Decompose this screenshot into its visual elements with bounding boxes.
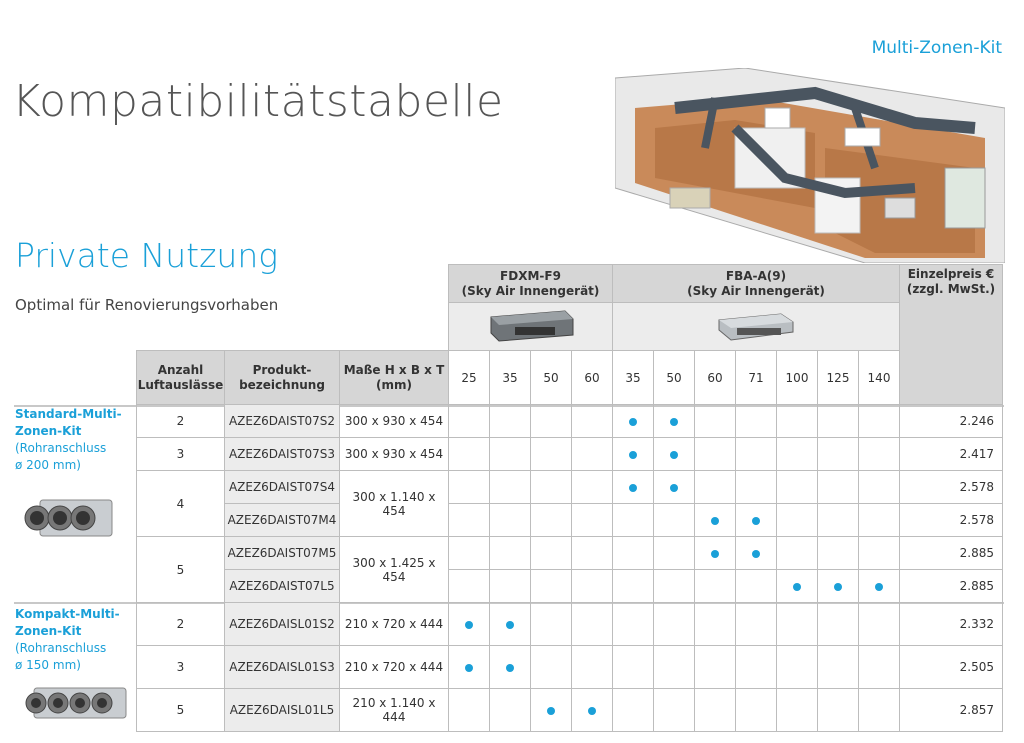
dimensions: 300 x 930 x 454 [340, 438, 449, 471]
col-header-masse-line2: (mm) [376, 377, 412, 392]
section-tag: Multi-Zonen-Kit [871, 38, 1002, 58]
page-title: Kompatibilitätstabelle [12, 76, 504, 127]
col-header-anzahl-line2: Luftauslässe [137, 377, 224, 392]
compatibility-cell [490, 438, 531, 471]
compatibility-cell [490, 405, 531, 438]
section-description: Optimal für Renovierungsvorhaben [15, 296, 279, 314]
compatibility-cell [695, 689, 736, 732]
compatibility-cell [736, 570, 777, 603]
price: 2.578 [900, 504, 1003, 537]
outlet-count: 5 [137, 689, 225, 732]
product-code: AZEZ6DAISL01L5 [225, 689, 340, 732]
size-header: 71 [736, 351, 777, 405]
compatibility-cell [613, 438, 654, 471]
standard-kit-image [22, 494, 117, 542]
compatibility-cell [777, 471, 818, 504]
fba-unit-image [715, 308, 797, 342]
compatible-dot [834, 583, 842, 591]
compatibility-cell [777, 405, 818, 438]
group-sub-line1: (Rohranschluss [15, 441, 107, 455]
compatibility-cell [859, 471, 900, 504]
house-illustration [615, 68, 1005, 263]
compatible-dot [711, 517, 719, 525]
compatibility-cell [613, 689, 654, 732]
product-code: AZEZ6DAIST07S2 [225, 405, 340, 438]
compatibility-cell [777, 504, 818, 537]
table-row [137, 689, 1003, 732]
compatibility-cell [531, 689, 572, 732]
header-fba-name: FBA-A(9) [725, 268, 787, 283]
compatibility-cell [818, 689, 859, 732]
compatibility-cell [613, 405, 654, 438]
compatible-dot [465, 621, 473, 629]
compatible-dot [670, 418, 678, 426]
compatibility-cell [736, 405, 777, 438]
compatible-dot [465, 664, 473, 672]
product-code: AZEZ6DAIST07M4 [225, 504, 340, 537]
size-header: 50 [654, 351, 695, 405]
compatibility-cell [572, 405, 613, 438]
outlet-count: 5 [137, 537, 225, 603]
compatibility-cell [777, 537, 818, 570]
compatible-dot [711, 550, 719, 558]
compatibility-cell [818, 603, 859, 646]
compatibility-cell [818, 405, 859, 438]
compatibility-cell [449, 570, 490, 603]
table-row [137, 603, 1003, 646]
compatibility-cell [449, 438, 490, 471]
size-header: 50 [531, 351, 572, 405]
compatible-dot [588, 707, 596, 715]
compatible-dot [670, 451, 678, 459]
compatibility-cell [736, 689, 777, 732]
compatible-dot [629, 484, 637, 492]
compatibility-cell [695, 570, 736, 603]
dimensions: 300 x 1.140 x 454 [340, 471, 449, 537]
size-header: 60 [695, 351, 736, 405]
group-title-line1: Standard-Multi- [15, 407, 122, 421]
compatibility-cell [695, 504, 736, 537]
col-header-produkt-line1: Produkt- [252, 362, 312, 377]
size-header: 140 [859, 351, 900, 405]
fdxm-unit-image [485, 307, 577, 343]
header-fdxm-name: FDXM-F9 [500, 268, 561, 283]
compatibility-cell [736, 537, 777, 570]
compatibility-cell [490, 646, 531, 689]
compatibility-cell [859, 405, 900, 438]
compatibility-cell [531, 438, 572, 471]
dimensions: 210 x 1.140 x 444 [340, 689, 449, 732]
compatibility-cell [777, 438, 818, 471]
compatibility-cell [818, 570, 859, 603]
compatibility-cell [654, 570, 695, 603]
product-code: AZEZ6DAIST07M5 [225, 537, 340, 570]
compatibility-cell [654, 689, 695, 732]
compatibility-cell [572, 603, 613, 646]
compatible-dot [752, 517, 760, 525]
compatibility-cell [818, 504, 859, 537]
group-sub-line2: ø 200 mm) [15, 458, 81, 472]
compatibility-cell [695, 405, 736, 438]
outlet-count: 3 [137, 438, 225, 471]
header-price [900, 265, 1003, 405]
compatibility-cell [613, 537, 654, 570]
compatible-dot [670, 484, 678, 492]
compatibility-cell [449, 689, 490, 732]
compatibility-cell [818, 537, 859, 570]
dimensions: 300 x 930 x 454 [340, 405, 449, 438]
dimensions: 300 x 1.425 x 454 [340, 537, 449, 603]
price: 2.417 [900, 438, 1003, 471]
table-row [137, 504, 1003, 537]
header-price-line2: (zzgl. MwSt.) [906, 282, 996, 296]
compatibility-cell [859, 689, 900, 732]
table-row [137, 471, 1003, 504]
size-header: 35 [613, 351, 654, 405]
compatibility-cell [531, 537, 572, 570]
header-fba [613, 265, 900, 303]
compatibility-cell [736, 504, 777, 537]
compatibility-cell [449, 603, 490, 646]
compatibility-cell [572, 504, 613, 537]
compatibility-cell [859, 504, 900, 537]
compatibility-cell [695, 537, 736, 570]
compatible-dot [629, 451, 637, 459]
price: 2.578 [900, 471, 1003, 504]
compatibility-cell [449, 504, 490, 537]
price: 2.246 [900, 405, 1003, 438]
kompakt-kit-image [24, 680, 130, 728]
outlet-count: 3 [137, 646, 225, 689]
table-row [137, 405, 1003, 438]
group-sub-line1: (Rohranschluss [15, 641, 107, 655]
compatibility-cell [449, 471, 490, 504]
table-row [137, 570, 1003, 603]
table-row [137, 646, 1003, 689]
compatibility-cell [818, 471, 859, 504]
compatibility-cell [572, 537, 613, 570]
col-header-masse [340, 351, 449, 405]
compatibility-cell [531, 504, 572, 537]
fba-unit-image-cell [613, 303, 900, 351]
col-header-anzahl-line1: Anzahl [157, 362, 204, 377]
dimensions: 210 x 720 x 444 [340, 646, 449, 689]
compatibility-cell [449, 537, 490, 570]
compatibility-cell [777, 570, 818, 603]
price: 2.885 [900, 570, 1003, 603]
compatibility-cell [695, 438, 736, 471]
compatibility-cell [531, 646, 572, 689]
compatibility-cell [777, 646, 818, 689]
product-code: AZEZ6DAIST07L5 [225, 570, 340, 603]
size-header: 125 [818, 351, 859, 405]
price: 2.857 [900, 689, 1003, 732]
col-header-anzahl [137, 351, 225, 405]
group-label-standard [15, 406, 122, 474]
compatible-dot [506, 621, 514, 629]
outlet-count: 2 [137, 405, 225, 438]
compatibility-cell [654, 504, 695, 537]
group-label-kompakt [15, 606, 120, 674]
compatibility-cell [859, 438, 900, 471]
compatibility-cell [859, 537, 900, 570]
size-header: 25 [449, 351, 490, 405]
compatibility-cell [490, 504, 531, 537]
price: 2.332 [900, 603, 1003, 646]
compatibility-cell [490, 603, 531, 646]
compatibility-cell [654, 603, 695, 646]
compatibility-cell [490, 471, 531, 504]
compatibility-cell [777, 603, 818, 646]
compatible-dot [875, 583, 883, 591]
product-code: AZEZ6DAISL01S2 [225, 603, 340, 646]
outlet-count: 4 [137, 471, 225, 537]
product-code: AZEZ6DAIST07S4 [225, 471, 340, 504]
compatibility-cell [572, 689, 613, 732]
header-fba-sub: (Sky Air Innengerät) [687, 283, 825, 298]
section-title: Private Nutzung [15, 236, 279, 275]
compatibility-cell [654, 537, 695, 570]
compatibility-cell [654, 471, 695, 504]
compatibility-cell [695, 646, 736, 689]
group-title-line2: Zonen-Kit [15, 424, 82, 438]
compatibility-cell [859, 646, 900, 689]
table-row [137, 537, 1003, 570]
product-code: AZEZ6DAISL01S3 [225, 646, 340, 689]
compatibility-cell [613, 646, 654, 689]
header-price-line1: Einzelpreis € [907, 267, 995, 281]
compatibility-cell [736, 603, 777, 646]
price: 2.885 [900, 537, 1003, 570]
compatibility-cell [654, 405, 695, 438]
table-row [137, 438, 1003, 471]
price: 2.505 [900, 646, 1003, 689]
compatibility-cell [490, 570, 531, 603]
fdxm-unit-image-cell [449, 303, 613, 351]
compatibility-cell [695, 471, 736, 504]
col-header-produkt-line2: bezeichnung [239, 377, 325, 392]
group-title-line1: Kompakt-Multi- [15, 607, 120, 621]
compatibility-cell [695, 603, 736, 646]
compatible-dot [752, 550, 760, 558]
compatibility-cell [572, 471, 613, 504]
size-header: 60 [572, 351, 613, 405]
compatibility-cell [736, 646, 777, 689]
compatibility-cell [572, 646, 613, 689]
compatibility-cell [572, 570, 613, 603]
compatibility-cell [654, 646, 695, 689]
compatibility-cell [531, 603, 572, 646]
compatibility-cell [531, 405, 572, 438]
compatibility-table [136, 264, 1003, 732]
compatibility-cell [572, 438, 613, 471]
header-fdxm [449, 265, 613, 303]
compatibility-cell [531, 471, 572, 504]
compatibility-cell [490, 537, 531, 570]
compatibility-cell [490, 689, 531, 732]
compatible-dot [547, 707, 555, 715]
compatibility-cell [818, 438, 859, 471]
group-title-line2: Zonen-Kit [15, 624, 82, 638]
header-fdxm-sub: (Sky Air Innengerät) [461, 283, 600, 298]
product-code: AZEZ6DAIST07S3 [225, 438, 340, 471]
compatible-dot [506, 664, 514, 672]
compatible-dot [629, 418, 637, 426]
outlet-count: 2 [137, 603, 225, 646]
compatibility-cell [613, 570, 654, 603]
compatibility-cell [777, 689, 818, 732]
compatibility-cell [531, 570, 572, 603]
col-header-produkt [225, 351, 340, 405]
size-header: 35 [490, 351, 531, 405]
compatibility-cell [859, 603, 900, 646]
compatibility-cell [736, 438, 777, 471]
compatibility-cell [449, 646, 490, 689]
compatibility-cell [613, 504, 654, 537]
compatibility-cell [859, 570, 900, 603]
compatibility-cell [449, 405, 490, 438]
compatible-dot [793, 583, 801, 591]
size-header: 100 [777, 351, 818, 405]
group-sub-line2: ø 150 mm) [15, 658, 81, 672]
compatibility-cell [654, 438, 695, 471]
compatibility-cell [613, 603, 654, 646]
col-header-masse-line1: Maße H x B x T [343, 362, 445, 377]
compatibility-cell [613, 471, 654, 504]
compatibility-cell [736, 471, 777, 504]
compatibility-cell [818, 646, 859, 689]
dimensions: 210 x 720 x 444 [340, 603, 449, 646]
